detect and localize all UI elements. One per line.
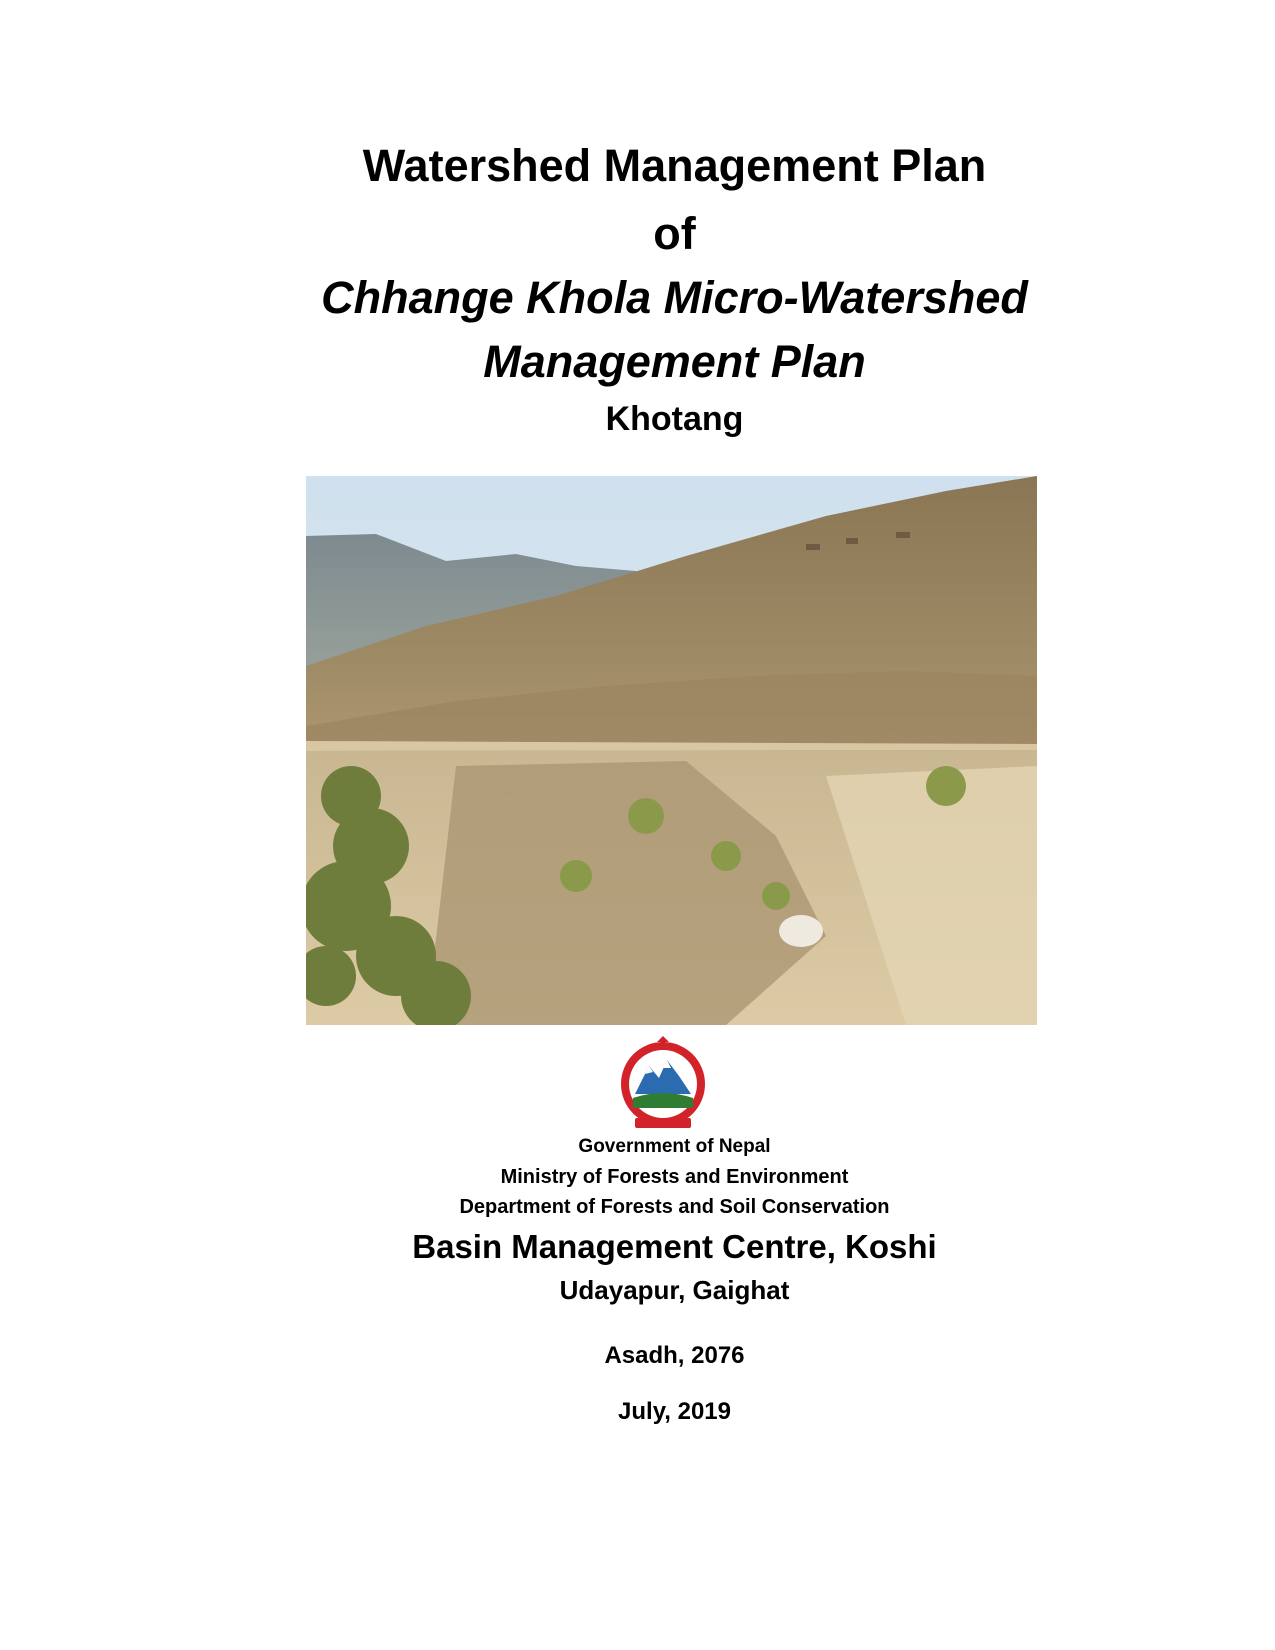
nepali-date: Asadh, 2076 (604, 1342, 745, 1369)
title-line-3: Chhange Khola Micro-Watershed (321, 272, 1028, 323)
title-line-4: Management Plan (483, 336, 866, 387)
government-name: Government of Nepal (578, 1136, 771, 1157)
gregorian-date: July, 2019 (618, 1398, 731, 1425)
landscape-photo (306, 476, 1037, 1025)
title-line-1: Watershed Management Plan (362, 140, 987, 191)
department-name: Department of Forests and Soil Conservation (459, 1196, 890, 1218)
ministry-name: Ministry of Forests and Environment (500, 1166, 849, 1188)
district-name: Khotang (605, 400, 744, 438)
title-line-2: of (653, 208, 696, 259)
centre-name: Basin Management Centre, Koshi (412, 1228, 937, 1265)
nepal-emblem-icon (613, 1036, 713, 1136)
centre-location: Udayapur, Gaighat (559, 1275, 790, 1305)
